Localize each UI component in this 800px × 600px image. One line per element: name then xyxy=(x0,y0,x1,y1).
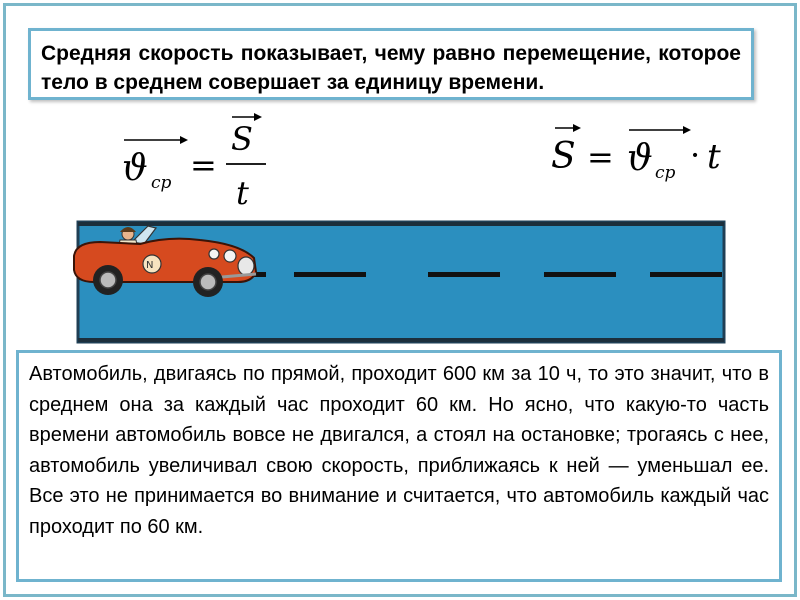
formula-right-sub: ср xyxy=(655,163,676,183)
formula-average-velocity xyxy=(118,112,298,212)
formula-left-denominator: t xyxy=(236,174,249,212)
formula-right-t: t xyxy=(707,137,721,177)
formula-right-equals: = xyxy=(587,138,614,176)
formula-right-svg xyxy=(545,118,735,188)
definition-text: Средняя скорость показывает, чему равно перемещение, которое тело в среднем совершает за единицу времени. xyxy=(41,42,741,94)
formula-left-equals: = xyxy=(190,146,217,184)
svg-text:N: N xyxy=(146,260,154,271)
formula-displacement xyxy=(545,118,735,188)
car-icon xyxy=(70,220,260,300)
example-text-box xyxy=(16,350,782,582)
formula-right-s: S xyxy=(551,136,576,177)
formula-left-v: ϑ xyxy=(122,148,148,189)
formula-left-svg xyxy=(118,112,298,212)
definition-box xyxy=(28,28,754,100)
formula-right-v: ϑ xyxy=(627,138,653,179)
lane-markings xyxy=(250,272,722,277)
formula-right-dot: · xyxy=(690,136,701,174)
formula-left-numerator: S xyxy=(231,120,253,158)
formula-left-sub: ср xyxy=(151,173,172,193)
example-text: Автомобиль, двигаясь по прямой, проходит 600 км за 10 ч, то это значит, что в среднем она за каждый час проходит 60 км. Но ясно, что какую-то часть времени автомобиль вовсе не двигался, а стоял на остановке; трогаясь с нее, автомобиль увеличивал свою скорость, приближаясь к ней — уменьшал ее. Все это не принимается во внимание и считается, что автомобиль каждый час проходит по 60 км. xyxy=(29,363,769,538)
